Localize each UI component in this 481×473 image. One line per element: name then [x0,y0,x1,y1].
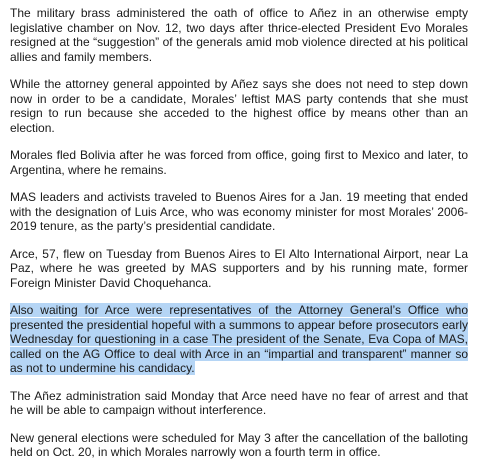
paragraph-oath-of-office: The military brass administered the oath of office to Añez in an otherwise empty legislative chamber on Nov. 12, two days after thrice-elected President Evo Morales resigned at the “suggestion” of the generals amid mob violence directed at his political allies and family members. [10,6,468,64]
paragraph-new-elections: New general elections were scheduled for May 3 after the cancellation of the balloting held on Oct. 20, in which Morales narrowly won a fourth term in office. [10,430,468,459]
paragraph-arce-arrival: Arce, 57, flew on Tuesday from Buenos Aires to El Alto International Airport, near La Paz, where he was greeted by MAS supporters and by his running mate, former Foreign Minister David Choquehanca. [10,246,468,290]
paragraph-mas-meeting: MAS leaders and activists traveled to Buenos Aires for a Jan. 19 meeting that ended with the designation of Luis Arce, who was economy minister for most Morales’ 2006-2019 tenure, as the party’s presidential candidate. [10,190,468,233]
text-selection-highlight[interactable]: Also waiting for Arce were representatives of the Attorney General’s Office who presented the presidential hopeful with a summons to appear before prosecutors early Wednesday for questioning in a case The president of the Senate, Eva Copa of MAS, called on the AG Office to deal with Arce in an “impartial and transparent” manner so as not to undermine his candidacy. [10,303,468,375]
paragraph-administration-statement: The Añez administration said Monday that Arce need have no fear of arrest and that he will be able to campaign without interference. [10,388,468,417]
article-body [10,6,468,473]
paragraph-selected-summons[interactable] [10,303,468,376]
paragraph-morales-fled: Morales fled Bolivia after he was forced from office, going first to Mexico and later, to Argentina, where he remains. [10,148,468,177]
paragraph-attorney-general: While the attorney general appointed by Añez says she does not need to step down now in order to be a candidate, Morales’ leftist MAS party contends that she must resign to run because she acceded to the highest office by means other than an election. [10,77,468,135]
